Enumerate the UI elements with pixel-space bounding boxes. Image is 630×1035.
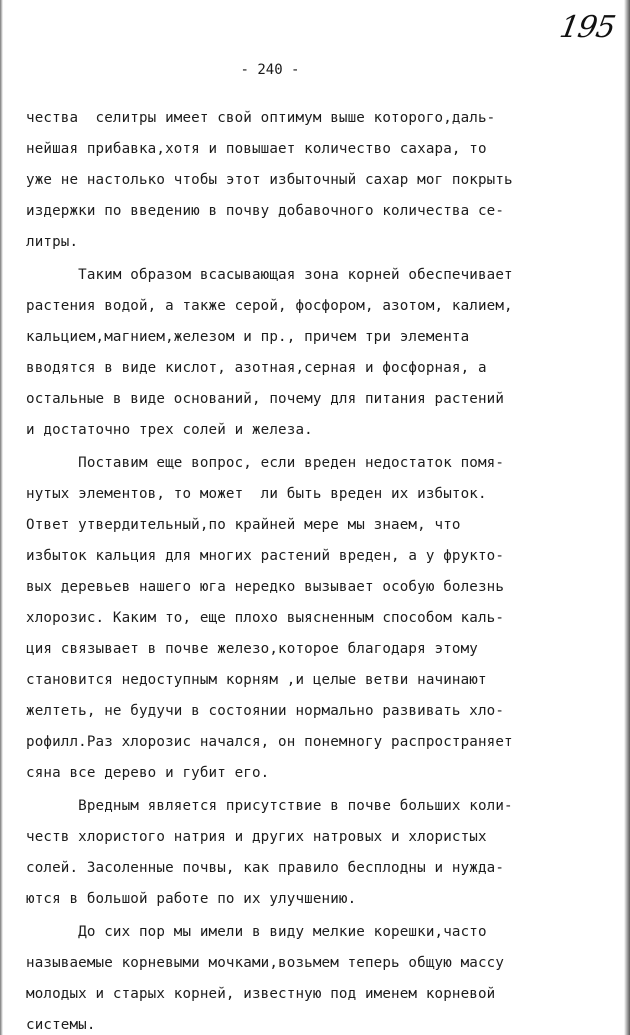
text-line: литры. <box>26 234 79 250</box>
text-line: становится недоступным корням ,и целые ветви начинают <box>26 672 487 688</box>
text-line: избыток кальция для многих растений вреден, а у фрукто- <box>26 548 505 564</box>
text-line: чества селитры имеет свой оптимум выше которого,даль- <box>26 110 496 126</box>
text-line: называемые корневыми мочками,возьмем теперь общую массу <box>26 955 505 971</box>
text-line: и достаточно трех солей и железа. <box>26 422 313 438</box>
text-line: нутых элементов, то может ли быть вреден их избыток. <box>26 486 487 502</box>
text-line: ция связывает в почве железо,которое благодаря этому <box>26 641 478 657</box>
text-line: уже не настолько чтобы этот избыточный сахар мог покрыть <box>26 172 513 188</box>
text-line: растения водой, а также серой, фосфором, азотом, калием, <box>26 298 513 314</box>
text-line: рофилл.Раз хлорозис начался, он понемногу распространяет <box>26 734 513 750</box>
text-line: нейшая прибавка,хотя и повышает количество сахара, то <box>26 141 487 157</box>
archive-page-number: 195 <box>556 10 618 45</box>
text-line: системы. <box>26 1017 96 1033</box>
text-line: остальные в виде оснований, почему для питания растений <box>26 391 505 407</box>
text-line: молодых и старых корней, известную под именем корневой <box>26 986 496 1002</box>
text-line: издержки по введению в почву добавочного количества се- <box>26 203 505 219</box>
text-line: До сих пор мы имели в виду мелкие корешки,часто <box>26 924 487 940</box>
text-line: честв хлористого натрия и других натровых и хлористых <box>26 829 487 845</box>
text-line: ются в большой работе по их улучшению. <box>26 891 357 907</box>
text-line: Поставим еще вопрос, если вреден недостаток помя- <box>26 455 505 471</box>
page-number: - 240 - <box>240 62 300 78</box>
text-line: сяна все дерево и губит его. <box>26 765 270 781</box>
text-line: хлорозис. Каким то, еще плохо выясненным способом каль- <box>26 610 505 626</box>
scan-edge-right <box>624 0 630 1035</box>
text-line: Вредным является присутствие в почве больших коли- <box>26 798 513 814</box>
text-line: Ответ утвердительный,по крайней мере мы знаем, что <box>26 517 461 533</box>
text-line: солей. Засоленные почвы, как правило бесплодны и нужда- <box>26 860 505 876</box>
text-line: кальцием,магнием,железом и пр., причем три элемента <box>26 329 470 345</box>
scan-edge-left <box>0 0 3 1035</box>
text-line: вводятся в виде кислот, азотная,серная и фосфорная, а <box>26 360 487 376</box>
text-line: желтеть, не будучи в состоянии нормально развивать хло- <box>26 703 505 719</box>
text-line: Таким образом всасывающая зона корней обеспечивает <box>26 267 513 283</box>
text-line: вых деревьев нашего юга нередко вызывает особую болезнь <box>26 579 505 595</box>
